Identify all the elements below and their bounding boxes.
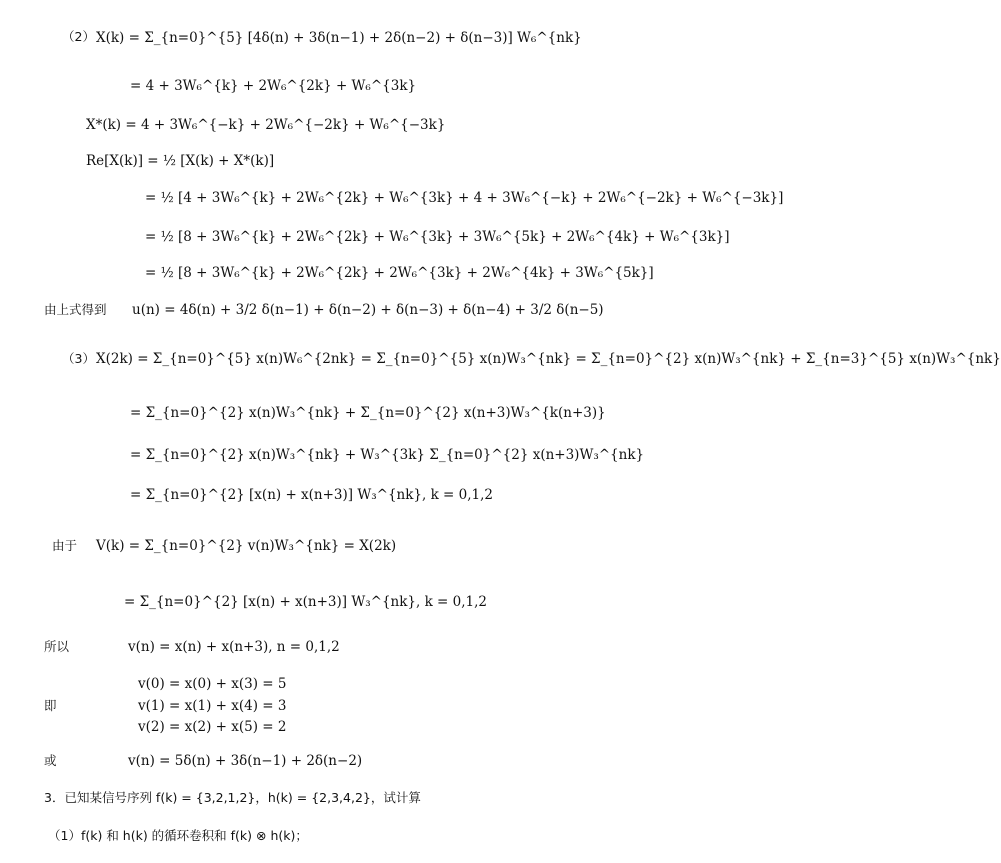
part2-eq-step2: = ½ [8 + 3W₆^{k} + 2W₆^{2k} + W₆^{3k} + 3W₆^{5k} + 2W₆^{4k} + W₆^{3k}] bbox=[145, 229, 730, 245]
since-label: 由于 bbox=[52, 538, 78, 553]
part2-eq-real-part: Re[X(k)] = ½ [X(k) + X*(k)] bbox=[86, 153, 275, 169]
since-eq: V(k) = Σ_{n=0}^{2} v(n)W₃^{nk} = X(2k) bbox=[96, 538, 397, 554]
so-label: 所以 bbox=[44, 639, 70, 654]
part3-eq-combined: = Σ_{n=0}^{2} [x(n) + x(n+3)] W₃^{nk}, k = 0,1,2 bbox=[130, 487, 494, 503]
ie-eq-v0: v(0) = x(0) + x(3) = 5 bbox=[138, 676, 287, 692]
part3-label: （3） bbox=[62, 351, 95, 366]
part2-eq-dft: X(k) = Σ_{n=0}^{5} [4δ(n) + 3δ(n−1) + 2δ(n−2) + δ(n−3)] W₆^{nk} bbox=[96, 30, 582, 46]
problem3-statement: 3．已知某信号序列 f(k) = {3,2,1,2}，h(k) = {2,3,4,2}，试计算 bbox=[44, 790, 421, 805]
part3-eq-decimated: X(2k) = Σ_{n=0}^{5} x(n)W₆^{2nk} = Σ_{n=0}^{5} x(n)W₃^{nk} = Σ_{n=0}^{2} x(n)W₃^{nk} + Σ_{n=3}^{5} x(n)W₃^{nk} bbox=[96, 351, 1001, 367]
part3-eq-factor: = Σ_{n=0}^{2} x(n)W₃^{nk} + W₃^{3k} Σ_{n=0}^{2} x(n+3)W₃^{nk} bbox=[130, 447, 645, 463]
part2-eq-step1: = ½ [4 + 3W₆^{k} + 2W₆^{2k} + W₆^{3k} + 4 + 3W₆^{−k} + 2W₆^{−2k} + W₆^{−3k}] bbox=[145, 190, 784, 206]
part2-result-eq: u(n) = 4δ(n) + 3/2 δ(n−1) + δ(n−2) + δ(n−3) + δ(n−4) + 3/2 δ(n−5) bbox=[132, 302, 604, 318]
problem3-subquestion-1: （1）f(k) 和 h(k) 的循环卷积和 f(k) ⊗ h(k)； bbox=[48, 828, 308, 843]
ie-eq-v1: v(1) = x(1) + x(4) = 3 bbox=[138, 698, 287, 714]
part2-label: （2） bbox=[62, 29, 95, 44]
part2-eq-step3: = ½ [8 + 3W₆^{k} + 2W₆^{2k} + 2W₆^{3k} + 2W₆^{4k} + 3W₆^{5k}] bbox=[145, 265, 654, 281]
or-label: 或 bbox=[44, 753, 57, 768]
part2-result-label: 由上式得到 bbox=[44, 302, 107, 317]
part3-eq-split: = Σ_{n=0}^{2} x(n)W₃^{nk} + Σ_{n=0}^{2} x(n+3)W₃^{k(n+3)} bbox=[130, 405, 606, 421]
or-eq: v(n) = 5δ(n) + 3δ(n−1) + 2δ(n−2) bbox=[128, 753, 363, 769]
so-eq: v(n) = x(n) + x(n+3), n = 0,1,2 bbox=[128, 639, 340, 655]
ie-label: 即 bbox=[44, 698, 57, 713]
part2-eq-conjugate: X*(k) = 4 + 3W₆^{−k} + 2W₆^{−2k} + W₆^{−3k} bbox=[86, 117, 446, 133]
ie-eq-v2: v(2) = x(2) + x(5) = 2 bbox=[138, 719, 287, 735]
part2-eq-expanded: = 4 + 3W₆^{k} + 2W₆^{2k} + W₆^{3k} bbox=[130, 78, 417, 94]
since-eq2: = Σ_{n=0}^{2} [x(n) + x(n+3)] W₃^{nk}, k = 0,1,2 bbox=[124, 594, 488, 610]
